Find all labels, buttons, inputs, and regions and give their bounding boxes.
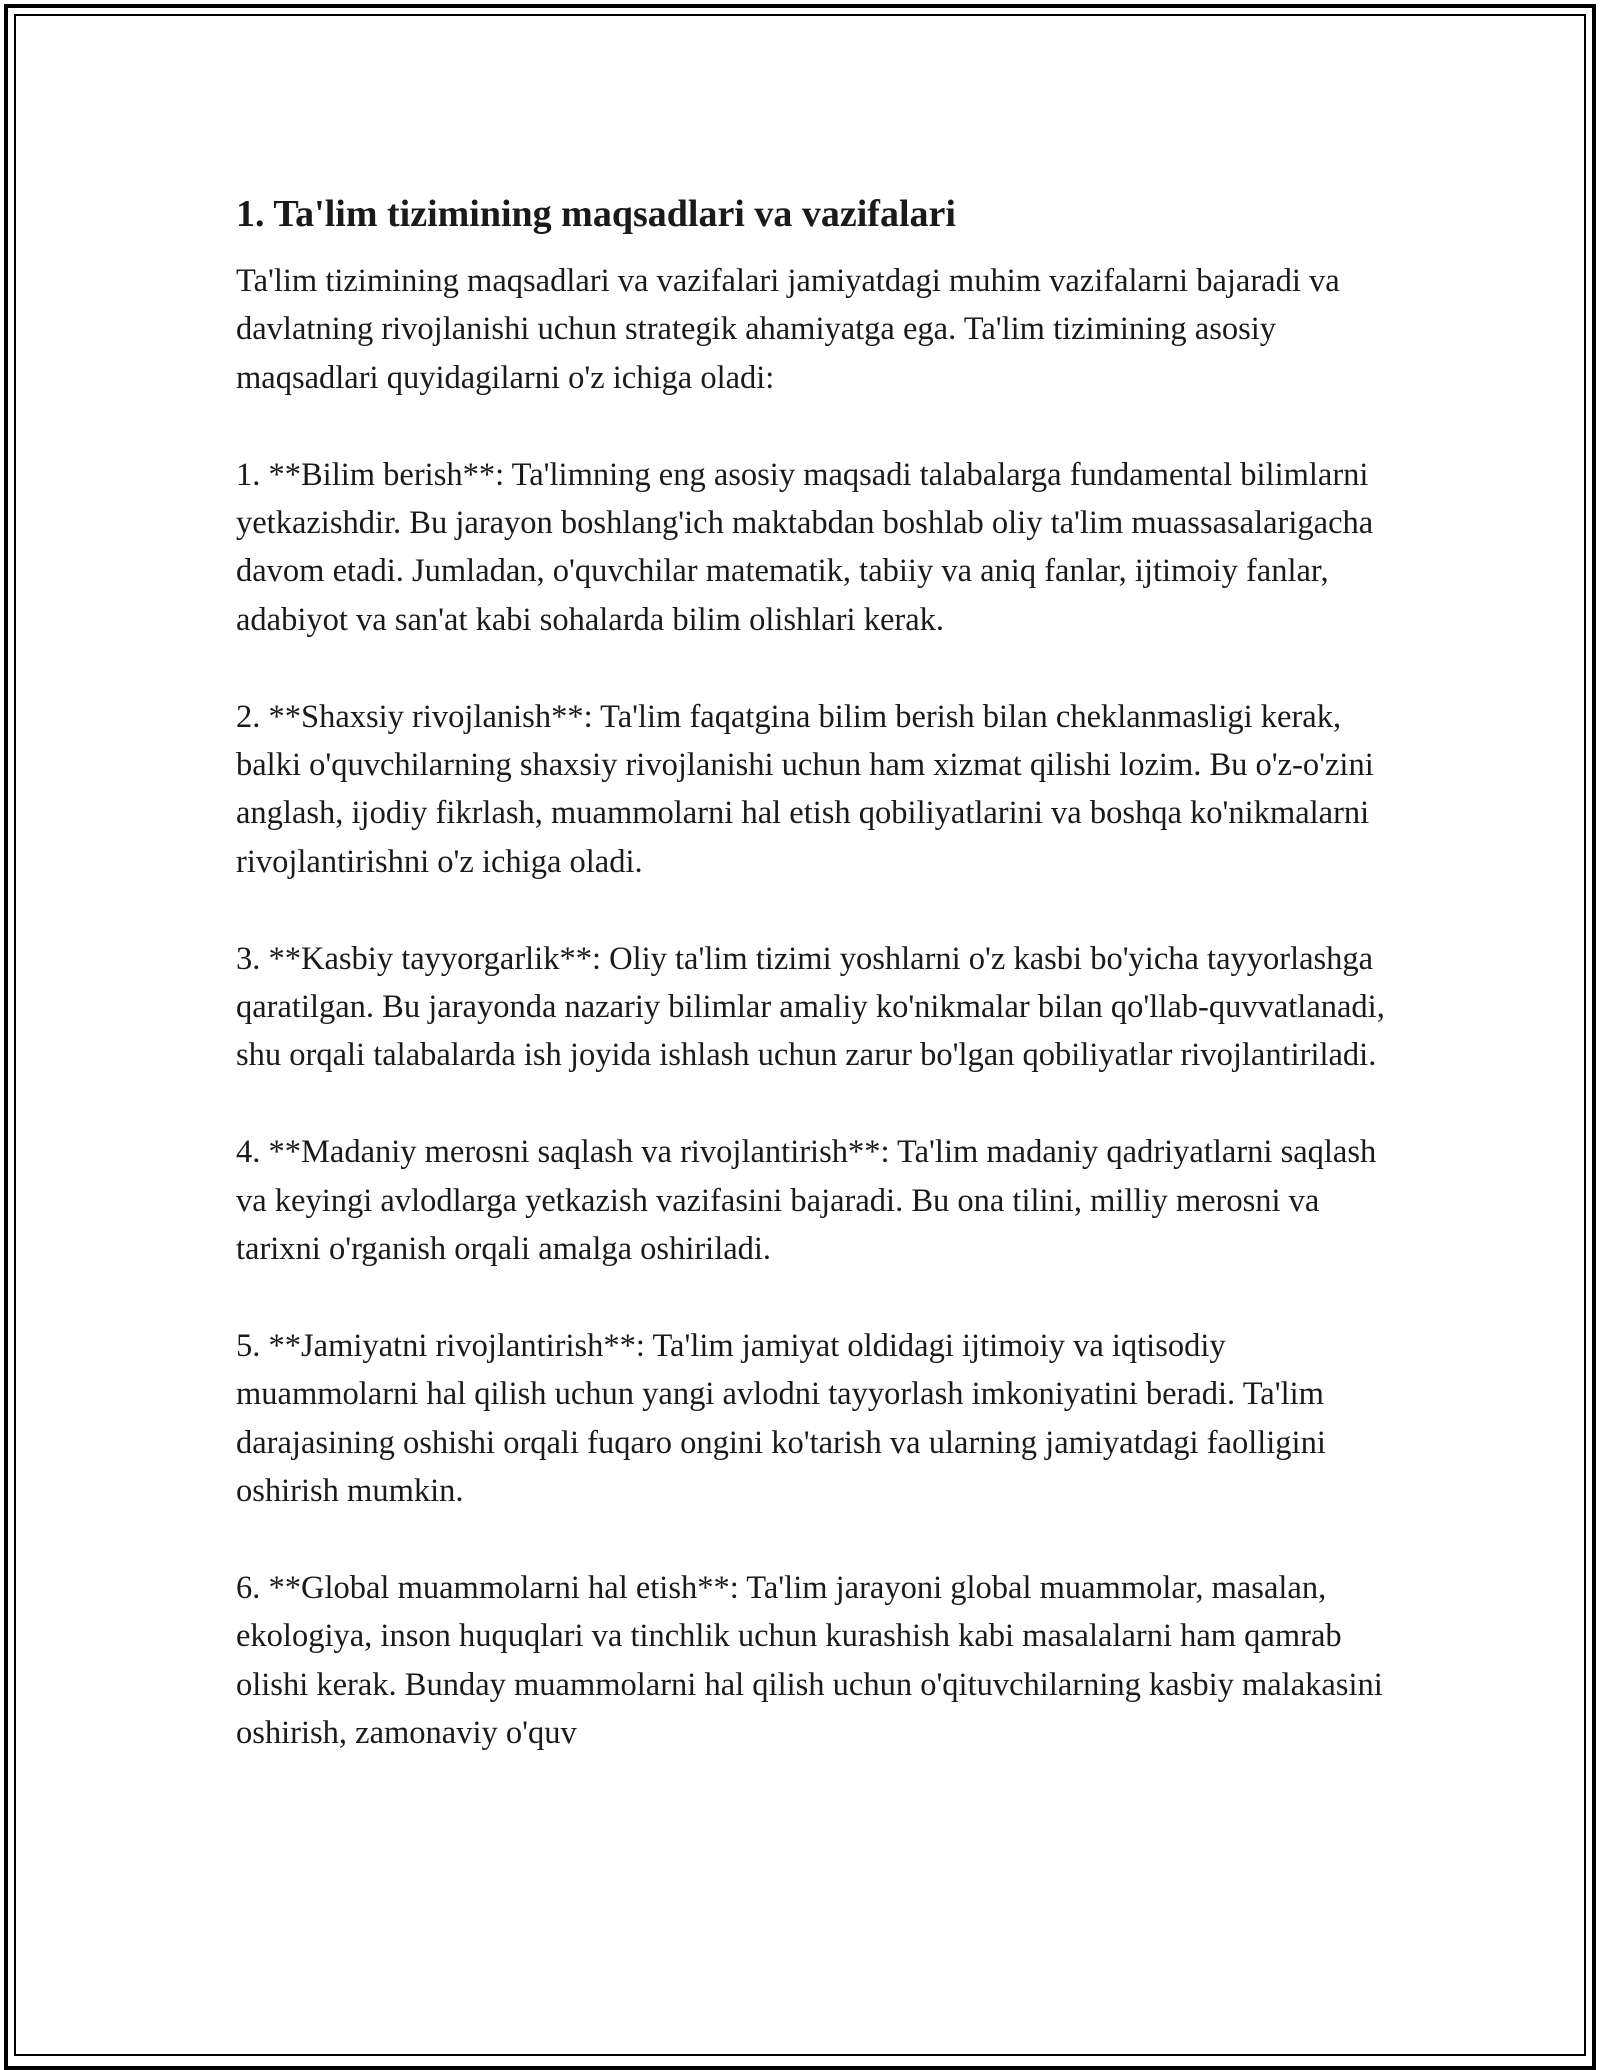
list-item-knowledge: 1. **Bilim berish**: Ta'limning eng asosiy maqsadi talabalarga fundamental bilimlarni yetkazishdir. Bu jarayon boshlang'ich maktabdan boshlab oliy ta'lim muassasalarigacha davom etadi. Jumladan, o'quvchilar matematik, tabiiy va aniq fanlar, ijtimoiy fanlar, adabiyot va san'at kabi sohalarda bilim olishlari kerak. bbox=[236, 456, 1374, 638]
list-item-society-development: 5. **Jamiyatni rivojlantirish**: Ta'lim jamiyat oldidagi ijtimoiy va iqtisodiy muammolarni hal qilish uchun yangi avlodni tayyorlash imkoniyatini beradi. Ta'lim darajasining oshishi orqali fuqaro ongini ko'tarish va ularning jamiyatdagi faolligini oshirish mumkin. bbox=[236, 1327, 1326, 1510]
list-item-personal-development: 2. **Shaxsiy rivojlanish**: Ta'lim faqatgina bilim berish bilan cheklanmasligi kerak, balki o'quvchilarning shaxsiy rivojlanishi uchun ham xizmat qilishi lozim. Bu o'z-o'zini anglash, ijodiy fikrlash, muammolarni hal etish qobiliyatlarini va boshqa ko'nikmalarni rivojlantirishni o'z ichiga oladi. bbox=[236, 698, 1374, 880]
list-item-global-problems: 6. **Global muammolarni hal etish**: Ta'lim jarayoni global muammolar, masalan, ekologiya, inson huquqlari va tinchlik uchun kurashish kabi masalalarni ham qamrab olishi kerak. Bunday muammolarni hal qilish uchun o'qituvchilarning kasbiy malakasini oshirish, zamonaviy o'quv bbox=[236, 1569, 1383, 1752]
list-item-professional-training: 3. **Kasbiy tayyorgarlik**: Oliy ta'lim tizimi yoshlarni o'z kasbi bo'yicha tayyorlashga qaratilgan. Bu jarayonda nazariy bilimlar amaliy ko'nikmalar bilan qo'llab-quvvatlanadi, shu orqali talabalarda ish joyida ishlash uchun zarur bo'lgan qobiliyatlar rivojlantiriladi. bbox=[236, 940, 1385, 1074]
section-heading: 1. Ta'lim tizimining maqsadlari va vazifalari bbox=[236, 193, 956, 235]
intro-paragraph: Ta'lim tizimining maqsadlari va vazifalari jamiyatdagi muhim vazifalarni bajaradi va davlatning rivojlanishi uchun strategik ahamiyatga ega. Ta'lim tizimining asosiy maqsadlari quyidagilarni o'z ichiga oladi: bbox=[236, 263, 1340, 396]
list-item-cultural-heritage: 4. **Madaniy merosni saqlash va rivojlantirish**: Ta'lim madaniy qadriyatlarni saqlash va keyingi avlodlarga yetkazish vazifasini bajaradi. Bu ona tilini, milliy merosni va tarixni o'rganish orqali amalga oshiriladi. bbox=[236, 1134, 1377, 1268]
document-body bbox=[236, 188, 1386, 1758]
